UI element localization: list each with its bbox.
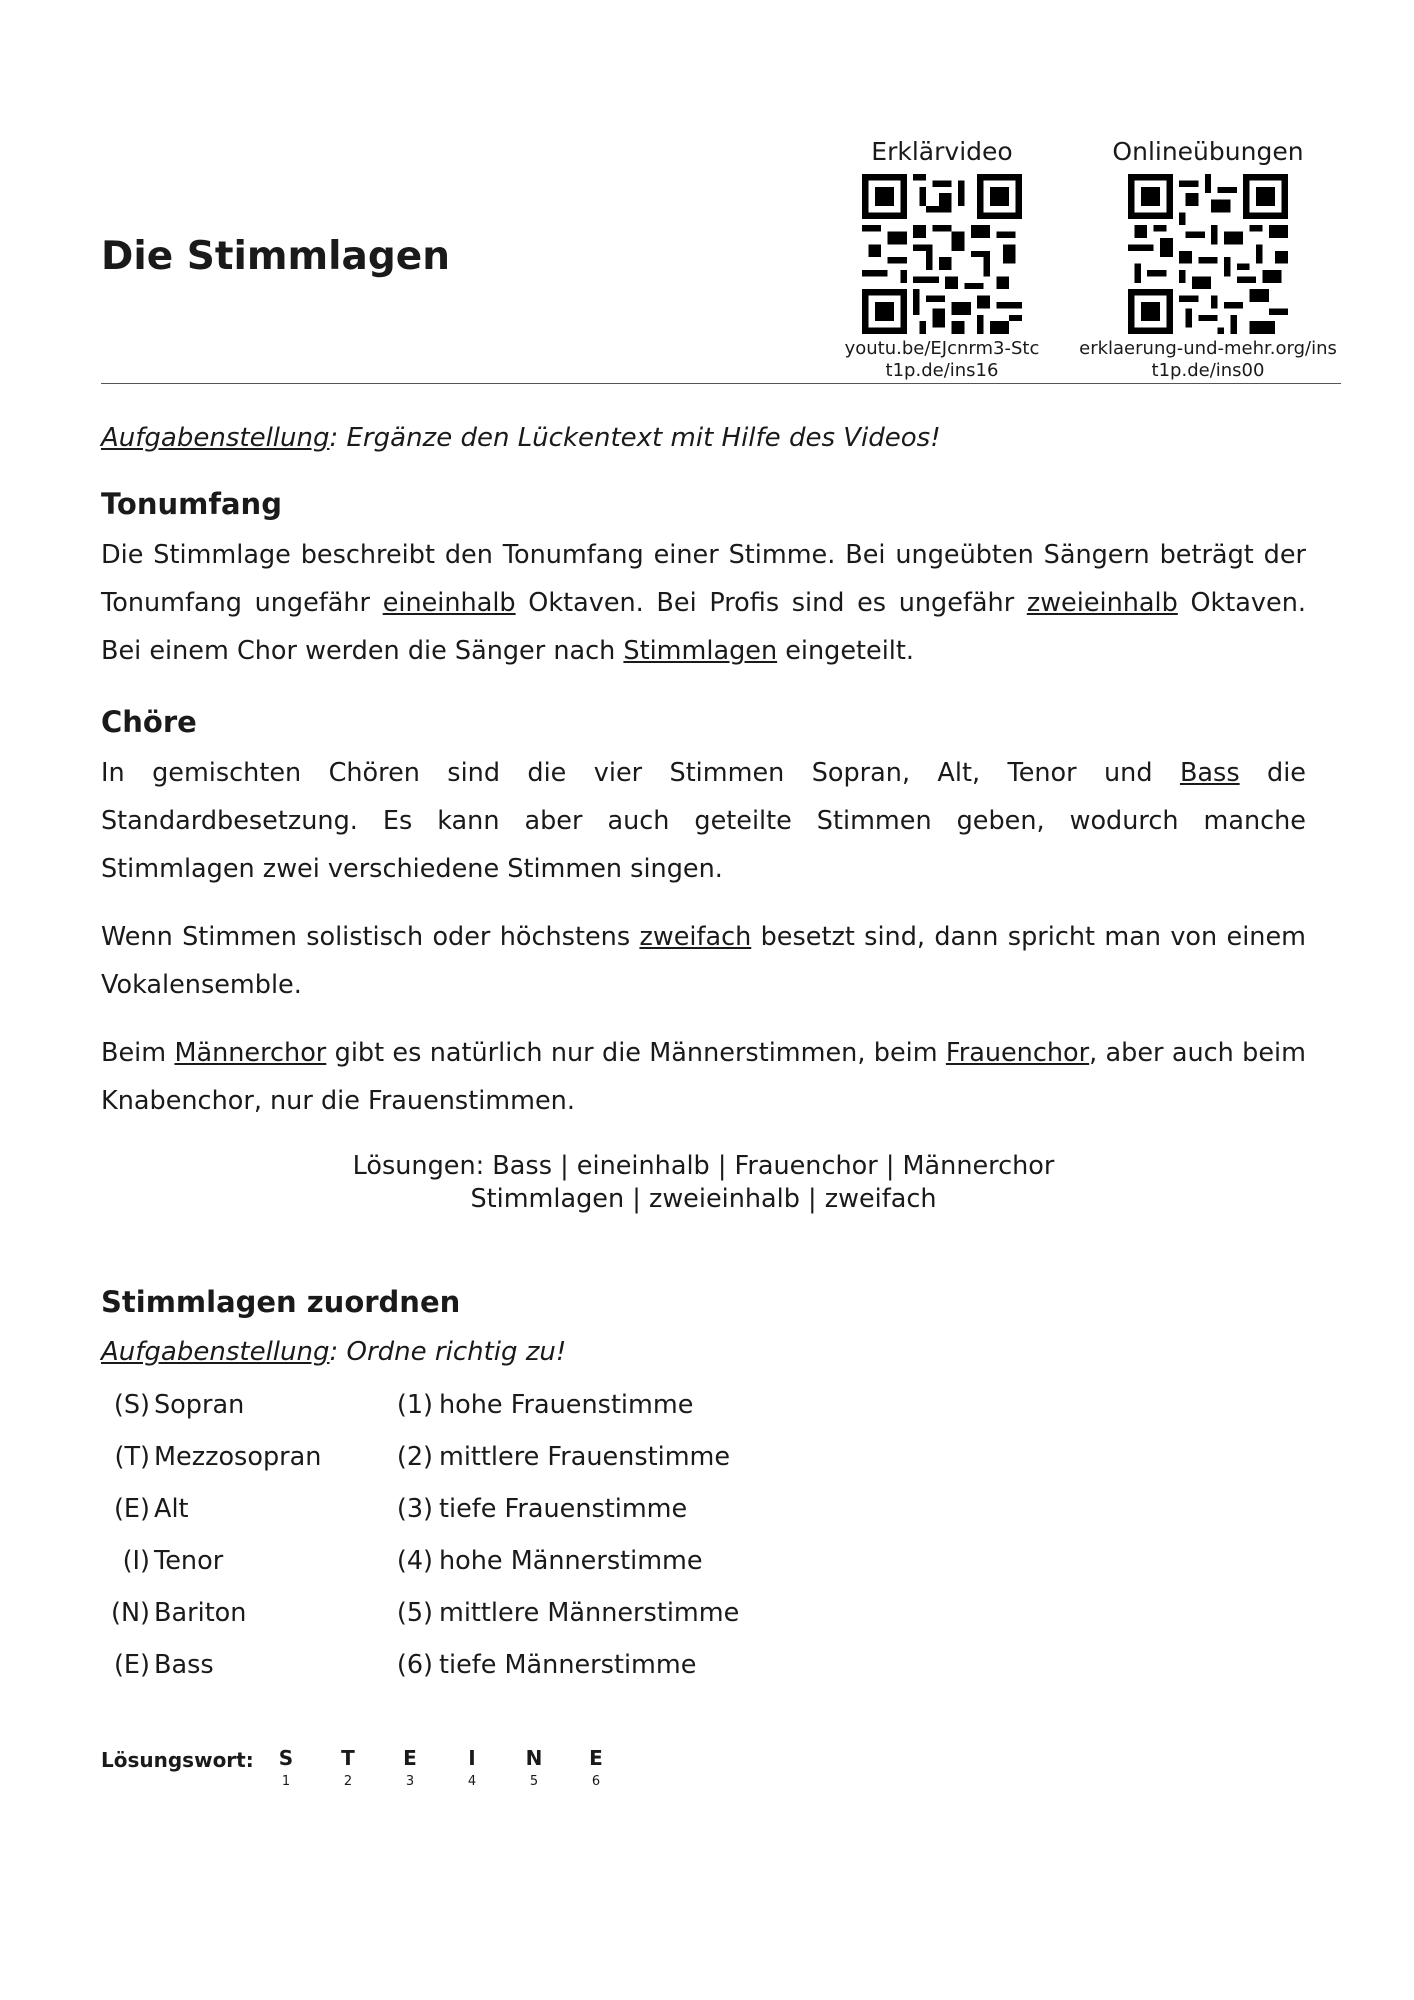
voice-code: (T) [114, 1442, 150, 1472]
text-run: eingeteilt. [777, 636, 914, 666]
solution-letter [457, 1746, 487, 1789]
solution-letter [519, 1746, 549, 1789]
voice-code: (E) [113, 1650, 150, 1680]
qr-exercises-url[interactable]: erklaerung-und-mehr.org/ins [1079, 338, 1337, 359]
voice-code: (E) [113, 1494, 150, 1524]
description-number: (4) [396, 1546, 433, 1576]
task-label: Aufgabenstellung [101, 1337, 330, 1367]
voice-name: Bariton [154, 1598, 247, 1628]
text-run: die Standardbesetzung. Es kann aber auch geteilte Stimmen geben, wodurch manche Stimmlagen zwei verschiedene Stimmen singen. [101, 758, 1306, 884]
text-run: Oktaven. Bei Profis sind es ungefähr [515, 588, 1027, 618]
text-run: Wenn Stimmen solistisch oder höchstens [101, 922, 640, 952]
qr-video-url[interactable]: youtu.be/EJcnrm3-Stc [844, 338, 1040, 359]
text-run: Oktaven. Bei einem Chor werden die Sänger nach [101, 588, 1306, 666]
task-instruction-2 [101, 1337, 566, 1367]
gap-answer: Bass [1179, 758, 1240, 788]
section-heading-matching: Stimmlagen zuordnen [101, 1285, 461, 1319]
task-instruction-1 [101, 423, 941, 453]
solutions-box [101, 1150, 1306, 1216]
solutions-line-2: Stimmlagen | zweieinhalb | zweifach [470, 1184, 937, 1214]
qr-exercises-block [1068, 137, 1348, 382]
paragraph-tonumfang [101, 531, 1306, 675]
paragraph-choere-3 [101, 1029, 1306, 1125]
voice-name: Alt [154, 1494, 189, 1524]
description-text: tiefe Männerstimme [439, 1650, 697, 1680]
voice-code: (N) [111, 1598, 150, 1628]
gap-answer: Frauenchor [945, 1038, 1090, 1068]
page-title: Die Stimmlagen [101, 234, 450, 279]
section-heading-choere: Chöre [101, 705, 197, 739]
description-number: (3) [396, 1494, 433, 1524]
gap-answer: zweieinhalb [1026, 588, 1178, 618]
letter: I [468, 1746, 476, 1770]
description-number: (6) [396, 1650, 433, 1680]
paragraph-choere-1 [101, 749, 1306, 893]
letter-index: 6 [591, 1774, 601, 1789]
gap-answer: Stimmlagen [623, 636, 778, 666]
letter-index: 1 [281, 1774, 291, 1789]
description-text: hohe Männerstimme [439, 1546, 703, 1576]
description-number: (5) [396, 1598, 433, 1628]
section-heading-tonumfang: Tonumfang [101, 487, 282, 521]
voice-code: (I) [122, 1546, 150, 1576]
letter: S [278, 1746, 294, 1770]
voice-name: Mezzosopran [154, 1442, 322, 1472]
description-text: hohe Frauenstimme [439, 1390, 694, 1420]
qr-code-icon[interactable] [862, 174, 1022, 334]
qr-code-icon[interactable] [1128, 174, 1288, 334]
qr-video-heading: Erklärvideo [871, 137, 1013, 166]
description-number: (2) [396, 1442, 433, 1472]
text-run: In gemischten Chören sind die vier Stimmen Sopran, Alt, Tenor und [101, 758, 1180, 788]
solutions-line-1: Lösungen: Bass | eineinhalb | Frauenchor | Männerchor [352, 1151, 1055, 1181]
text-run: Beim [101, 1038, 175, 1068]
description-text: tiefe Frauenstimme [439, 1494, 688, 1524]
voice-name: Sopran [154, 1390, 245, 1420]
header-divider [101, 383, 1341, 384]
qr-exercises-shortlink[interactable]: t1p.de/ins00 [1151, 360, 1265, 381]
task-text: : Ordne richtig zu! [329, 1337, 567, 1367]
solution-letter [333, 1746, 363, 1789]
qr-video-block [802, 137, 1082, 382]
text-run: gibt es natürlich nur die Männerstimmen, beim [326, 1038, 946, 1068]
letter-index: 2 [343, 1774, 353, 1789]
letter: E [403, 1746, 417, 1770]
description-text: mittlere Frauenstimme [439, 1442, 731, 1472]
letter: N [525, 1746, 543, 1770]
gap-answer: eineinhalb [382, 588, 516, 618]
voice-name: Bass [154, 1650, 214, 1680]
gap-answer: Männerchor [174, 1038, 327, 1068]
qr-exercises-heading: Onlineübungen [1112, 137, 1304, 166]
text-run: Die Stimmlage beschreibt den Tonumfang einer Stimme. Bei ungeübten Sängern beträgt der Tonumfang ungefähr [101, 540, 1306, 618]
paragraph-choere-2 [101, 913, 1306, 1009]
solution-letter [271, 1746, 301, 1789]
letter: E [589, 1746, 603, 1770]
letter: T [341, 1746, 355, 1770]
letter-index: 3 [405, 1774, 415, 1789]
text-run: , aber auch beim Knabenchor, nur die Frauenstimmen. [101, 1038, 1306, 1116]
text-run: besetzt sind, dann spricht man von einem Vokalensemble. [101, 922, 1306, 1000]
solution-letter [395, 1746, 425, 1789]
solution-letter [581, 1746, 611, 1789]
task-text: : Ergänze den Lückentext mit Hilfe des Videos! [329, 423, 941, 453]
gap-answer: zweifach [639, 922, 752, 952]
voice-code: (S) [113, 1390, 150, 1420]
qr-video-shortlink[interactable]: t1p.de/ins16 [885, 360, 999, 381]
description-text: mittlere Männerstimme [439, 1598, 740, 1628]
voice-name: Tenor [154, 1546, 224, 1576]
letter-index: 5 [529, 1774, 539, 1789]
letter-index: 4 [467, 1774, 477, 1789]
task-label: Aufgabenstellung [101, 423, 330, 453]
solution-word-label: Lösungswort: [101, 1748, 254, 1772]
description-number: (1) [396, 1390, 433, 1420]
